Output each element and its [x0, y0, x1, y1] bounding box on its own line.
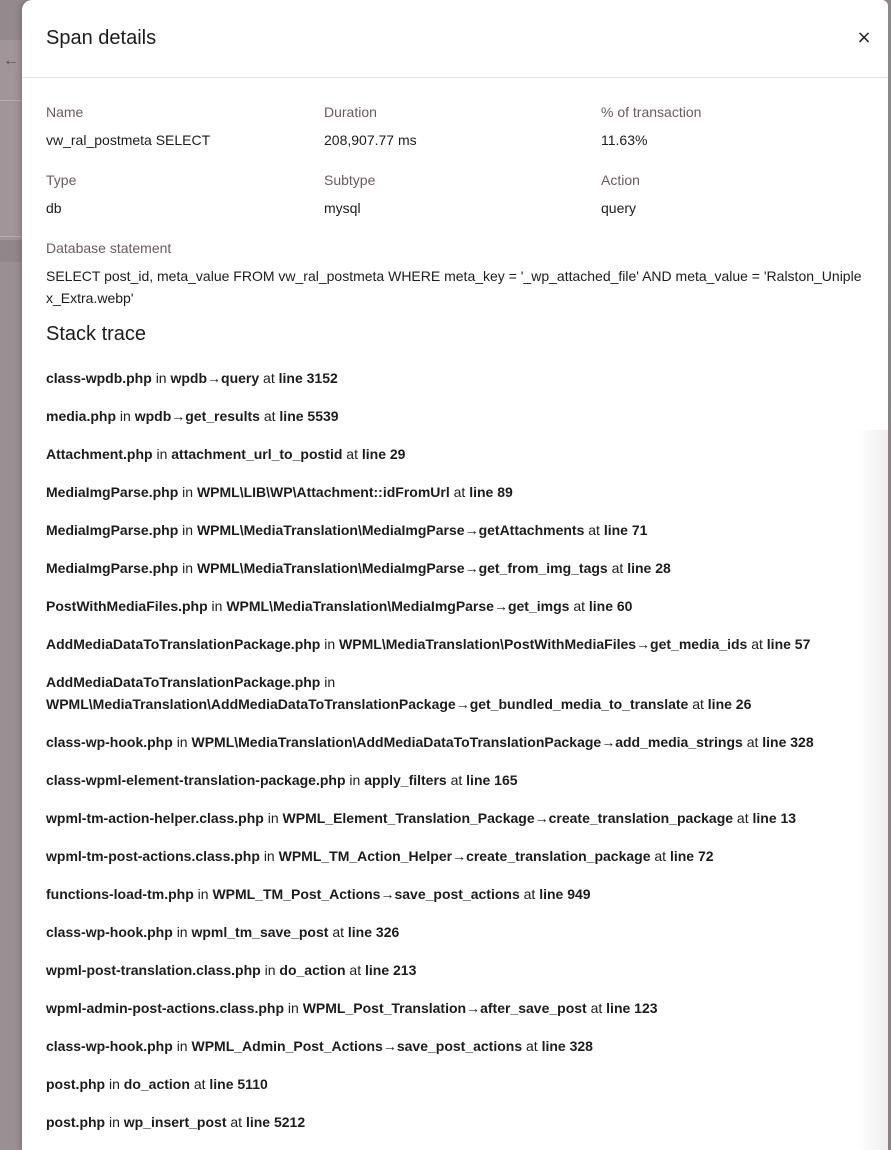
frame-line: line 3152 [278, 370, 338, 386]
stack-frame [46, 1073, 866, 1095]
frame-line: line 13 [752, 810, 797, 826]
frame-in: in [176, 734, 188, 750]
action-label: Action [601, 172, 640, 188]
frame-at: at [751, 636, 763, 652]
frame-file: Attachment.php [46, 446, 153, 462]
frame-file: media.php [46, 408, 117, 424]
percent-label: % of transaction [601, 104, 702, 120]
frame-function: wpdb→get_results [134, 408, 260, 424]
stack-frame [46, 519, 866, 541]
frame-file: wpml-admin-post-actions.class.php [46, 1000, 285, 1016]
frame-line: line 213 [364, 962, 417, 978]
type-field [46, 171, 306, 217]
stack-frame [46, 845, 866, 867]
duration-field [324, 103, 584, 149]
frame-file: class-wpml-element-translation-package.php [46, 772, 346, 788]
stack-frame [46, 1035, 866, 1057]
frame-file: class-wp-hook.php [46, 924, 173, 940]
stack-frame [46, 443, 866, 465]
frame-line: line 5212 [245, 1114, 306, 1130]
frame-line: line 5110 [209, 1076, 268, 1092]
frame-line: line 328 [762, 734, 814, 750]
frame-function: wpdb→query [170, 370, 260, 386]
frame-line: line 28 [627, 560, 671, 576]
subtype-value: mysql [324, 200, 361, 216]
frame-file: post.php [46, 1076, 106, 1092]
back-arrow-icon[interactable]: ← [3, 52, 19, 69]
frame-at: at [453, 484, 466, 500]
frame-function: do_action [279, 962, 346, 978]
name-field [46, 103, 306, 149]
frame-in: in [287, 1000, 299, 1016]
frame-file: PostWithMediaFiles.php [46, 598, 208, 614]
frame-function: apply_filters [364, 772, 447, 788]
frame-at: at [654, 848, 667, 864]
frame-file: functions-load-tm.php [46, 886, 194, 902]
frame-function: WPML\MediaTranslation\PostWithMediaFiles→get_media_ids [339, 636, 748, 652]
frame-function: attachment_url_to_postid [171, 446, 343, 462]
frame-function: WPML\MediaTranslation\AddMediaDataToTranslationPackage→get_bundled_media_to_translate [46, 696, 689, 712]
stack-frame [46, 367, 866, 389]
frame-in: in [263, 848, 275, 864]
frame-line: line 57 [766, 636, 811, 652]
stack-frame [46, 921, 866, 943]
type-label: Type [46, 172, 77, 188]
stack-frame [46, 959, 866, 981]
duration-label: Duration [324, 104, 377, 120]
frame-file: class-wpdb.php [46, 370, 152, 386]
frame-line: line 71 [603, 522, 648, 538]
duration-value: 208,907.77 ms [324, 132, 417, 148]
database-statement-value: SELECT post_id, meta_value FROM vw_ral_postmeta WHERE meta_key = '_wp_attached_file' AND meta_value = 'Ralston_Uniplex_Extra.webp' [46, 268, 862, 306]
frame-line: line 123 [606, 1000, 658, 1016]
stack-trace-list [46, 367, 866, 1149]
frame-at: at [346, 446, 358, 462]
frame-at: at [263, 408, 276, 424]
frame-in: in [182, 560, 194, 576]
subtype-field [324, 171, 584, 217]
frame-at: at [746, 734, 759, 750]
stack-frame [46, 633, 866, 655]
frame-function: WPML\MediaTranslation\MediaImgParse→get_from_img_tags [196, 560, 608, 576]
stack-frame [46, 731, 866, 753]
frame-line: line 328 [541, 1038, 593, 1054]
frame-line: line 72 [669, 848, 714, 864]
frame-at: at [193, 1076, 206, 1092]
frame-at: at [523, 886, 536, 902]
frame-file: wpml-post-translation.class.php [46, 962, 261, 978]
frame-in: in [109, 1076, 120, 1092]
action-value: query [601, 200, 637, 216]
frame-in: in [211, 598, 223, 614]
frame-file: wpml-tm-post-actions.class.php [46, 848, 260, 864]
frame-line: line 29 [361, 446, 406, 462]
frame-in: in [264, 962, 276, 978]
frame-at: at [349, 962, 362, 978]
frame-in: in [155, 370, 167, 386]
action-field [601, 171, 861, 217]
frame-in: in [182, 522, 194, 538]
percent-value: 11.63% [601, 132, 648, 148]
flyout-title: Span details [46, 27, 157, 49]
frame-function: WPML\MediaTranslation\MediaImgParse→get_imgs [226, 598, 570, 614]
database-statement-label: Database statement [46, 240, 172, 256]
frame-at: at [590, 1000, 603, 1016]
frame-line: line 165 [466, 772, 518, 788]
database-statement-field [46, 239, 866, 309]
frame-file: class-wp-hook.php [46, 1038, 173, 1054]
background-divider [0, 236, 22, 237]
frame-at: at [263, 370, 275, 386]
stack-frame [46, 671, 866, 715]
subtype-label: Subtype [324, 172, 376, 188]
frame-function: WPML\LIB\WP\Attachment::idFromUrl [196, 484, 450, 500]
frame-file: class-wp-hook.php [46, 734, 173, 750]
frame-function: WPML\MediaTranslation\AddMediaDataToTranslationPackage→add_media_strings [191, 734, 743, 750]
background-panel-bottom [0, 262, 22, 1150]
frame-at: at [573, 598, 585, 614]
frame-function: WPML_Element_Translation_Package→create_translation_package [282, 810, 734, 826]
frame-in: in [182, 484, 194, 500]
frame-line: line 26 [707, 696, 752, 712]
frame-function: WPML_TM_Action_Helper→create_translation_package [278, 848, 651, 864]
frame-file: MediaImgParse.php [46, 522, 179, 538]
frame-at: at [611, 560, 624, 576]
frame-line: line 60 [588, 598, 633, 614]
frame-in: in [324, 636, 336, 652]
frame-at: at [692, 696, 704, 712]
frame-line: line 89 [469, 484, 513, 500]
frame-file: post.php [46, 1114, 106, 1130]
type-value: db [46, 200, 62, 216]
frame-line: line 949 [539, 886, 591, 902]
frame-at: at [332, 924, 345, 940]
name-value: vw_ral_postmeta SELECT [46, 132, 211, 148]
frame-file: AddMediaDataToTranslationPackage.php [46, 636, 321, 652]
frame-in: in [109, 1114, 120, 1130]
frame-at: at [230, 1114, 243, 1130]
frame-at: at [450, 772, 463, 788]
stack-frame [46, 1111, 866, 1133]
frame-function: WPML\MediaTranslation\MediaImgParse→getAttachments [196, 522, 585, 538]
frame-function: WPML_Post_Translation→after_save_post [302, 1000, 587, 1016]
stack-frame [46, 481, 866, 503]
stack-frame [46, 883, 866, 905]
frame-function: WPML_Admin_Post_Actions→save_post_actions [191, 1038, 523, 1054]
frame-in: in [176, 1038, 188, 1054]
close-button[interactable]: × [852, 26, 876, 50]
stack-frame [46, 769, 866, 791]
frame-file: MediaImgParse.php [46, 484, 179, 500]
flyout-header [22, 0, 888, 78]
background-divider [0, 100, 22, 101]
stack-frame [46, 405, 866, 427]
stack-trace-title: Stack trace [46, 323, 147, 345]
frame-in: in [349, 772, 361, 788]
frame-function: wpml_tm_save_post [191, 924, 329, 940]
frame-at: at [588, 522, 600, 538]
frame-line: line 5539 [279, 408, 339, 424]
percent-field [601, 103, 861, 149]
stack-frame [46, 557, 866, 579]
frame-file: AddMediaDataToTranslationPackage.php [46, 674, 321, 690]
frame-in: in [267, 810, 279, 826]
frame-file: MediaImgParse.php [46, 560, 179, 576]
frame-in: in [324, 674, 336, 690]
stack-frame [46, 595, 866, 617]
frame-in: in [119, 408, 131, 424]
span-details-flyout [22, 0, 888, 1150]
frame-at: at [736, 810, 749, 826]
frame-at: at [526, 1038, 538, 1054]
frame-file: wpml-tm-action-helper.class.php [46, 810, 264, 826]
frame-line: line 326 [347, 924, 400, 940]
frame-in: in [197, 886, 209, 902]
frame-function: WPML_TM_Post_Actions→save_post_actions [212, 886, 520, 902]
stack-frame [46, 997, 866, 1019]
name-label: Name [46, 104, 84, 120]
frame-function: do_action [123, 1076, 190, 1092]
frame-function: wp_insert_post [123, 1114, 227, 1130]
stack-frame [46, 807, 866, 829]
frame-in: in [176, 924, 188, 940]
frame-in: in [156, 446, 168, 462]
